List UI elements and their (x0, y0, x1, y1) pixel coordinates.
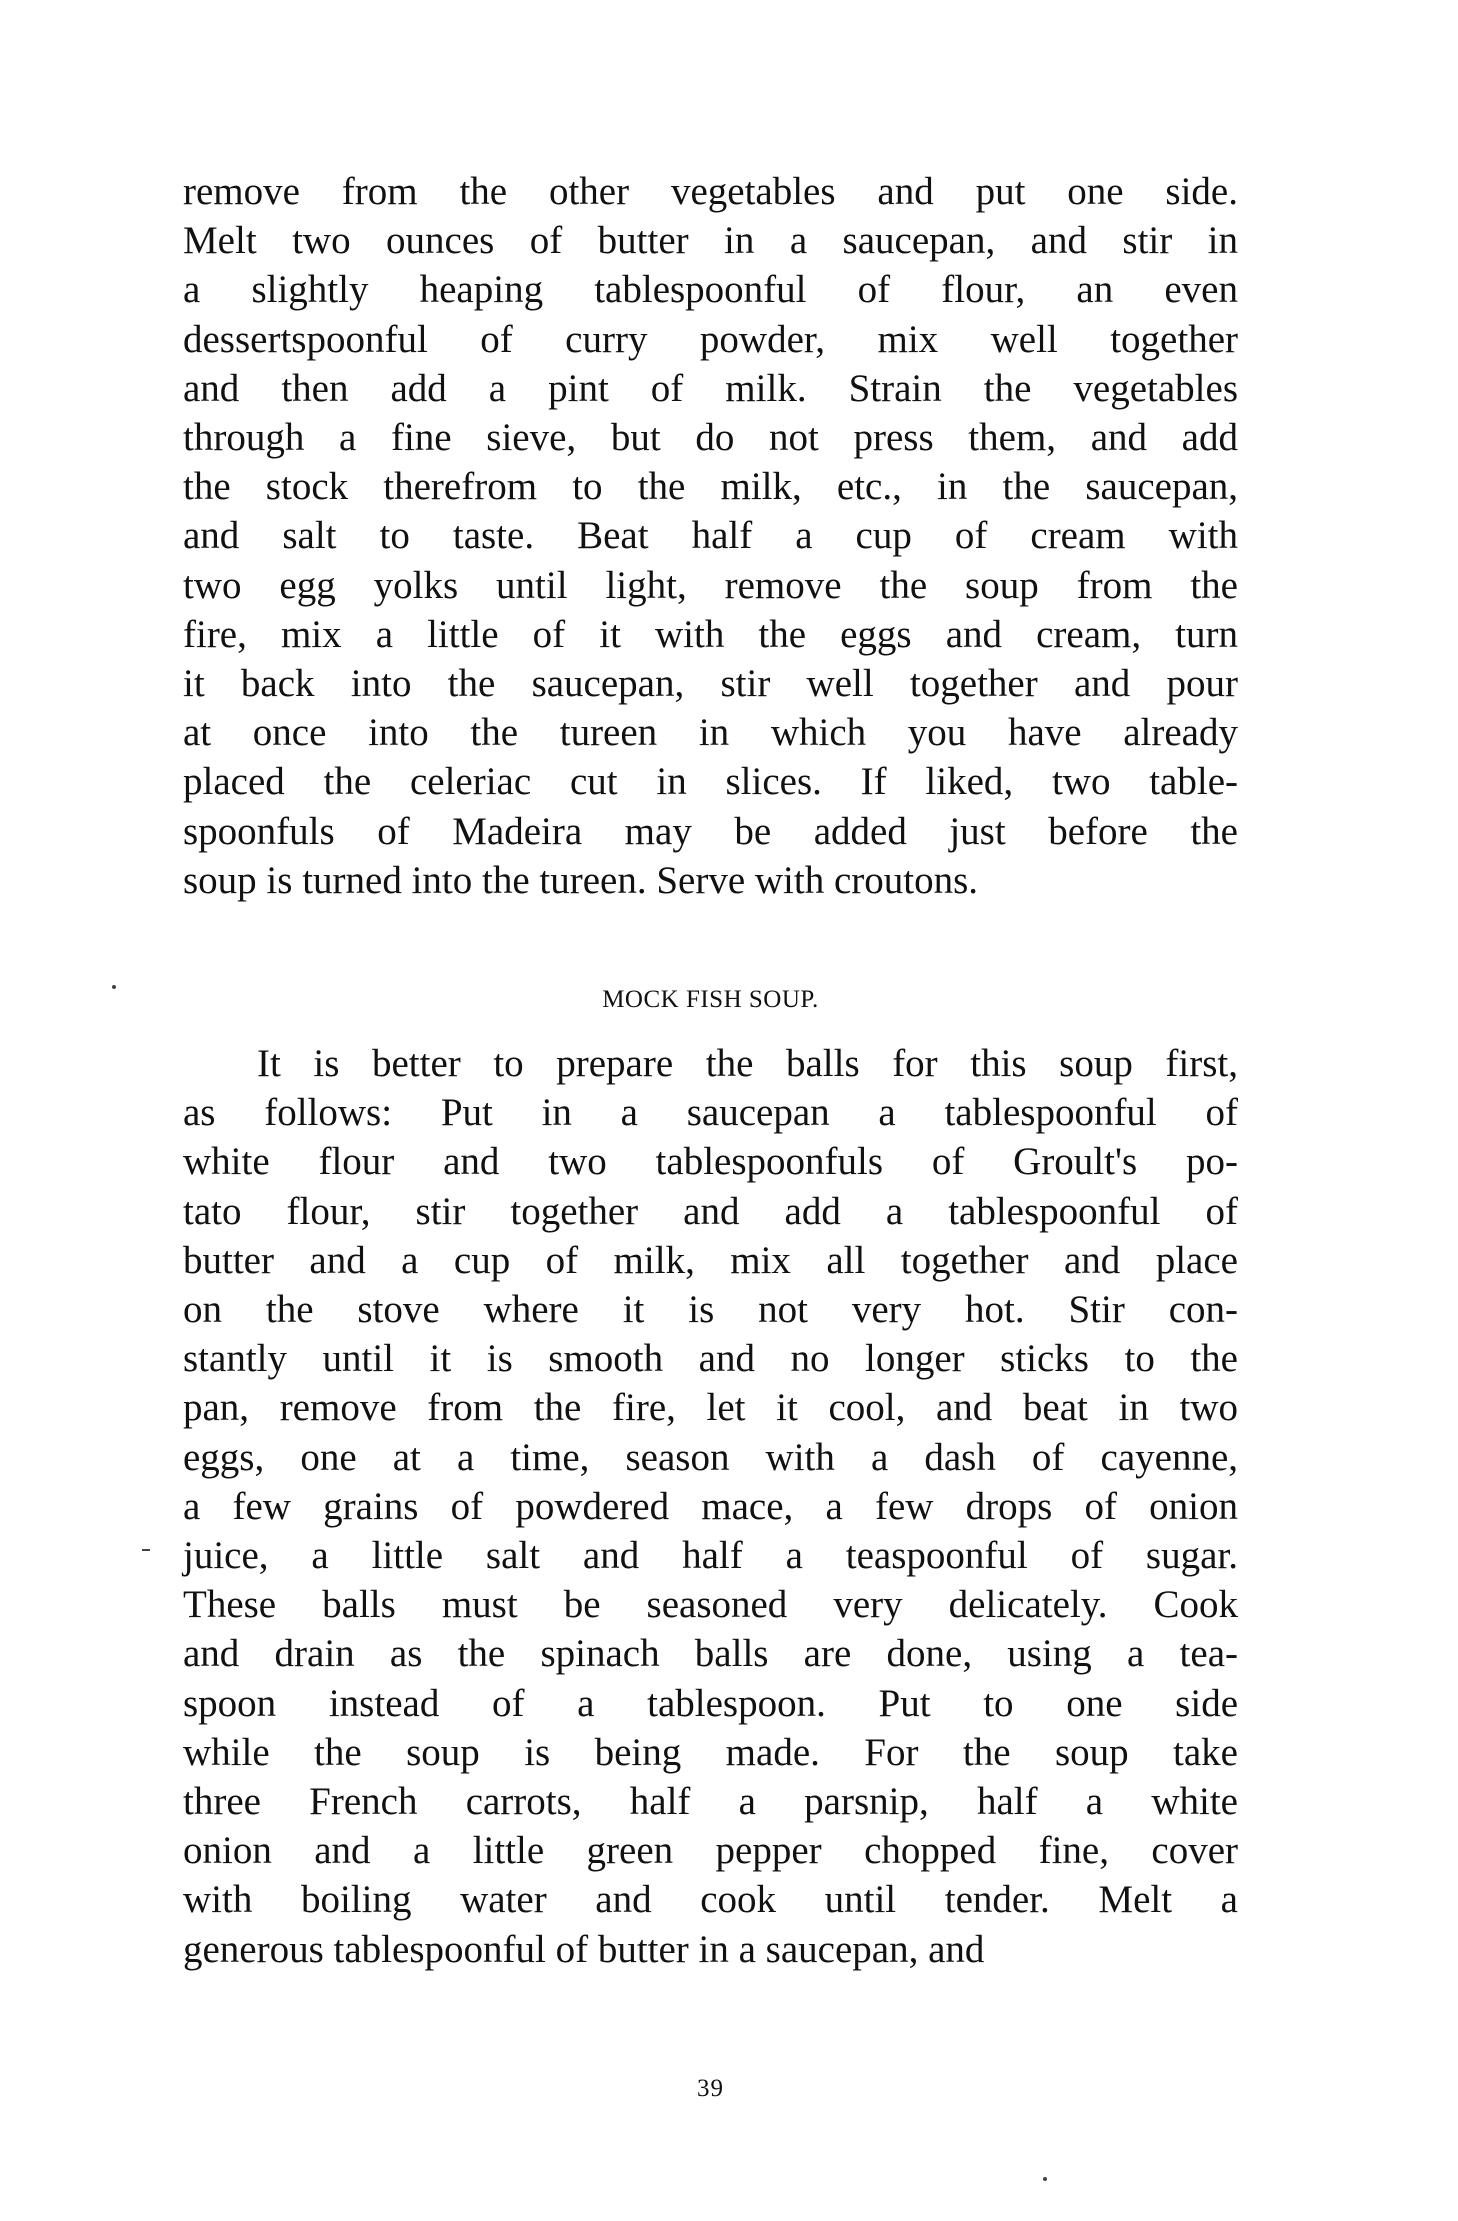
text-line: through a fine sieve, but do not press them, and add (183, 416, 1238, 460)
text-line: onion and a little green pepper chopped fine, cover (183, 1829, 1238, 1873)
text-line: two egg yolks until light, remove the soup from the (183, 563, 1238, 607)
print-speck (1043, 2177, 1047, 2181)
page-number: 39 (697, 2075, 724, 2102)
print-speck (142, 1549, 150, 1551)
section-heading: MOCK FISH SOUP. (602, 986, 819, 1013)
text-line: and salt to taste. Beat half a cup of cream with (183, 514, 1238, 558)
text-line: spoonfuls of Madeira may be added just before the (183, 809, 1238, 853)
text-line: a few grains of powdered mace, a few drops of onion (183, 1484, 1238, 1528)
print-speck (112, 985, 116, 989)
text-line: on the stove where it is not very hot. Stir con- (183, 1288, 1238, 1332)
text-line-indented: It is better to prepare the balls for this soup first, (257, 1042, 1238, 1085)
text-line: dessertspoonful of curry powder, mix well together (183, 317, 1238, 361)
text-line: it back into the saucepan, stir well together and pour (183, 662, 1238, 706)
text-line: as follows: Put in a saucepan a tablespoonful of (183, 1091, 1238, 1135)
text-line: placed the celeriac cut in slices. If liked, two table- (183, 760, 1238, 804)
paragraph-mock-fish-soup (183, 1039, 1238, 1974)
text-line: and then add a pint of milk. Strain the vegetables (183, 366, 1238, 410)
paragraph-celeriac-soup-continued (183, 167, 1238, 905)
text-line: eggs, one at a time, season with a dash of cayenne, (183, 1435, 1238, 1479)
text-line: and drain as the spinach balls are done, using a tea- (183, 1632, 1238, 1676)
text-line: tato flour, stir together and add a tablespoonful of (183, 1189, 1238, 1233)
text-line: white flour and two tablespoonfuls of Groult's po- (183, 1140, 1238, 1184)
text-line: with boiling water and cook until tender. Melt a (183, 1878, 1238, 1922)
text-line: fire, mix a little of it with the eggs and cream, turn (183, 612, 1238, 656)
text-line: the stock therefrom to the milk, etc., in the saucepan, (183, 465, 1238, 509)
text-line: pan, remove from the fire, let it cool, and beat in two (183, 1386, 1238, 1430)
text-line: at once into the tureen in which you have already (183, 711, 1238, 755)
text-line: while the soup is being made. For the soup take (183, 1730, 1238, 1774)
text-line: juice, a little salt and half a teaspoonful of sugar. (183, 1534, 1238, 1578)
text-line: butter and a cup of milk, mix all together and place (183, 1238, 1238, 1282)
text-line: stantly until it is smooth and no longer sticks to the (183, 1337, 1238, 1381)
text-line: These balls must be seasoned very delicately. Cook (183, 1583, 1238, 1627)
text-line: spoon instead of a tablespoon. Put to one side (183, 1681, 1238, 1725)
text-line: remove from the other vegetables and put one side. (183, 170, 1238, 213)
text-line: a slightly heaping tablespoonful of flour, an even (183, 268, 1238, 312)
text-line: Melt two ounces of butter in a saucepan, and stir in (183, 219, 1238, 263)
text-line: soup is turned into the tureen. Serve with croutons. (183, 858, 979, 902)
text-line: three French carrots, half a parsnip, half a white (183, 1780, 1238, 1824)
text-line: generous tablespoonful of butter in a saucepan, and (183, 1927, 985, 1971)
